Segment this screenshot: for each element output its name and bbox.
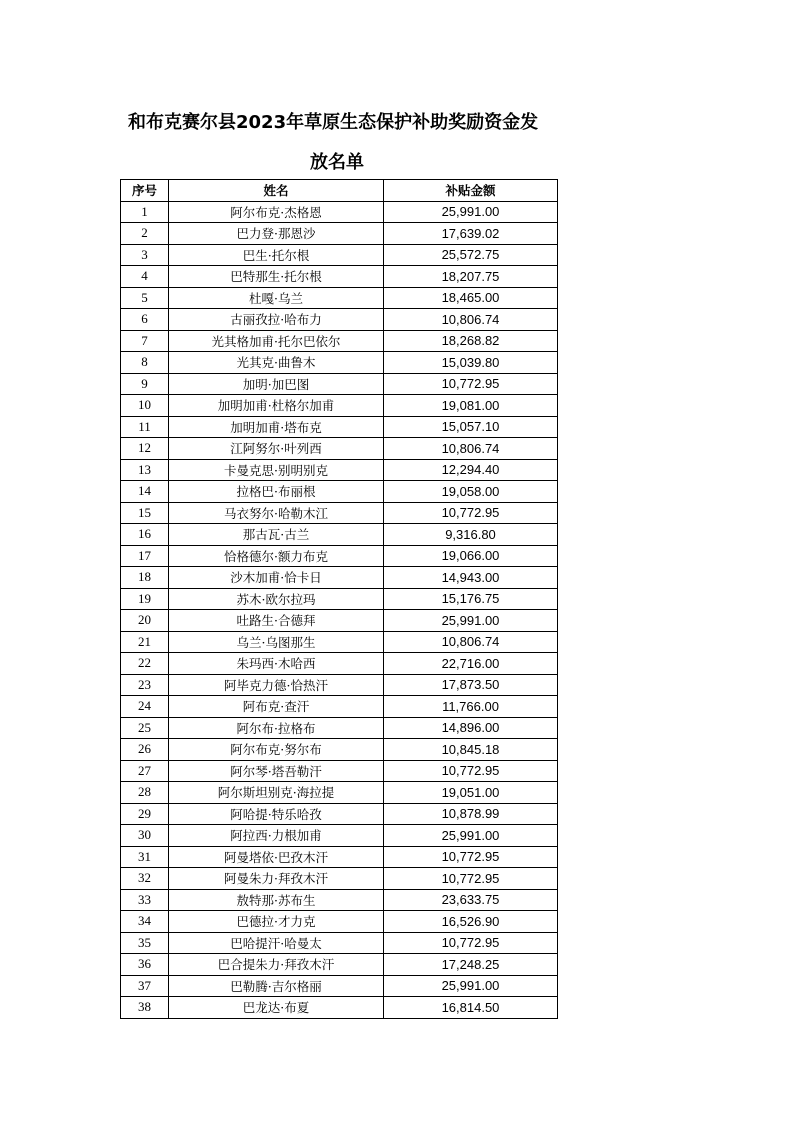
row-index: 32 (121, 868, 169, 890)
table-body (121, 201, 558, 1018)
recipient-name: 加明·加巴图 (169, 373, 384, 395)
recipient-name: 敖特那·苏布生 (169, 889, 384, 911)
subsidy-amount: 10,845.18 (384, 739, 558, 761)
recipient-name: 巴特那生·托尔根 (169, 266, 384, 288)
recipient-name: 乌兰·乌图那生 (169, 631, 384, 653)
table-row (121, 653, 558, 675)
recipient-name: 巴龙达·布夏 (169, 997, 384, 1019)
table-row (121, 997, 558, 1019)
row-index: 9 (121, 373, 169, 395)
row-index: 2 (121, 223, 169, 245)
subsidy-amount: 25,572.75 (384, 244, 558, 266)
subsidy-amount: 23,633.75 (384, 889, 558, 911)
table-row (121, 223, 558, 245)
table-row (121, 588, 558, 610)
column-header-index: 序号 (121, 180, 169, 202)
recipient-name: 巴合提朱力·拜孜木汗 (169, 954, 384, 976)
subsidy-amount: 10,806.74 (384, 631, 558, 653)
row-index: 25 (121, 717, 169, 739)
table-row (121, 287, 558, 309)
recipient-name: 那古瓦·古兰 (169, 524, 384, 546)
recipient-name: 巴勒腾·吉尔格丽 (169, 975, 384, 997)
row-index: 8 (121, 352, 169, 374)
row-index: 26 (121, 739, 169, 761)
table-row (121, 438, 558, 460)
recipient-name: 吐路生·合德拜 (169, 610, 384, 632)
subsidy-amount: 17,248.25 (384, 954, 558, 976)
table-row (121, 373, 558, 395)
recipient-name: 巴生·托尔根 (169, 244, 384, 266)
table-row (121, 739, 558, 761)
subsidy-amount: 10,806.74 (384, 438, 558, 460)
subsidy-amount: 17,873.50 (384, 674, 558, 696)
table-row (121, 674, 558, 696)
row-index: 21 (121, 631, 169, 653)
row-index: 36 (121, 954, 169, 976)
row-index: 17 (121, 545, 169, 567)
recipient-name: 巴力登·那恩沙 (169, 223, 384, 245)
table-row (121, 889, 558, 911)
table-header-row (121, 180, 558, 202)
subsidy-amount: 14,896.00 (384, 717, 558, 739)
table-row (121, 266, 558, 288)
row-index: 7 (121, 330, 169, 352)
subsidy-amount: 25,991.00 (384, 975, 558, 997)
table-row (121, 244, 558, 266)
subsidy-amount: 11,766.00 (384, 696, 558, 718)
table-row (121, 545, 558, 567)
subsidy-amount: 15,057.10 (384, 416, 558, 438)
table-row (121, 696, 558, 718)
subsidy-amount: 22,716.00 (384, 653, 558, 675)
row-index: 1 (121, 201, 169, 223)
recipient-name: 阿曼塔依·巴孜木汗 (169, 846, 384, 868)
recipient-name: 巴哈提汗·哈曼太 (169, 932, 384, 954)
recipient-name: 阿尔布克·努尔布 (169, 739, 384, 761)
subsidy-amount: 16,526.90 (384, 911, 558, 933)
subsidy-amount: 15,176.75 (384, 588, 558, 610)
row-index: 4 (121, 266, 169, 288)
row-index: 5 (121, 287, 169, 309)
row-index: 6 (121, 309, 169, 331)
table-row (121, 567, 558, 589)
table-row (121, 416, 558, 438)
subsidy-amount: 15,039.80 (384, 352, 558, 374)
recipient-name: 光其格加甫·托尔巴依尔 (169, 330, 384, 352)
recipient-name: 阿哈提·特乐哈孜 (169, 803, 384, 825)
table-row (121, 825, 558, 847)
table-row (121, 309, 558, 331)
recipient-name: 阿尔斯坦别克·海拉提 (169, 782, 384, 804)
recipient-name: 马衣努尔·哈勒木江 (169, 502, 384, 524)
recipient-name: 阿尔布·拉格布 (169, 717, 384, 739)
table-row (121, 481, 558, 503)
recipient-name: 巴德拉·才力克 (169, 911, 384, 933)
row-index: 37 (121, 975, 169, 997)
row-index: 15 (121, 502, 169, 524)
recipient-name: 杜嘎·乌兰 (169, 287, 384, 309)
subsidy-amount: 19,051.00 (384, 782, 558, 804)
subsidy-amount: 16,814.50 (384, 997, 558, 1019)
table-row (121, 954, 558, 976)
subsidy-amount: 10,772.95 (384, 502, 558, 524)
table-row (121, 330, 558, 352)
subsidy-amount: 17,639.02 (384, 223, 558, 245)
recipient-name: 古丽孜拉·哈布力 (169, 309, 384, 331)
row-index: 24 (121, 696, 169, 718)
table-row (121, 524, 558, 546)
row-index: 16 (121, 524, 169, 546)
subsidy-amount: 19,058.00 (384, 481, 558, 503)
subsidy-amount: 25,991.00 (384, 825, 558, 847)
subsidy-amount: 18,268.82 (384, 330, 558, 352)
column-header-amount: 补贴金额 (384, 180, 558, 202)
subsidy-amount: 25,991.00 (384, 610, 558, 632)
table-row (121, 803, 558, 825)
table-row (121, 717, 558, 739)
subsidy-amount: 10,772.95 (384, 868, 558, 890)
row-index: 22 (121, 653, 169, 675)
subsidy-amount: 10,772.95 (384, 846, 558, 868)
subsidy-amount: 25,991.00 (384, 201, 558, 223)
recipient-name: 卡曼克思·别明别克 (169, 459, 384, 481)
recipient-name: 阿拉西·力根加甫 (169, 825, 384, 847)
recipient-name: 拉格巴·布丽根 (169, 481, 384, 503)
subsidy-roster-table (120, 179, 558, 1019)
subsidy-amount: 10,772.95 (384, 932, 558, 954)
row-index: 28 (121, 782, 169, 804)
row-index: 12 (121, 438, 169, 460)
subsidy-amount: 18,465.00 (384, 287, 558, 309)
recipient-name: 恰格德尔·额力布克 (169, 545, 384, 567)
subsidy-amount: 19,081.00 (384, 395, 558, 417)
row-index: 20 (121, 610, 169, 632)
recipient-name: 加明加甫·杜格尔加甫 (169, 395, 384, 417)
document-title-continued: 放名单 (310, 152, 364, 173)
row-index: 3 (121, 244, 169, 266)
recipient-name: 阿毕克力德·恰热汗 (169, 674, 384, 696)
recipient-name: 光其克·曲鲁木 (169, 352, 384, 374)
recipient-name: 阿布克·查汗 (169, 696, 384, 718)
table-row (121, 201, 558, 223)
column-header-name: 姓名 (169, 180, 384, 202)
table-row (121, 868, 558, 890)
recipient-name: 江阿努尔·叶列西 (169, 438, 384, 460)
row-index: 34 (121, 911, 169, 933)
table-row (121, 610, 558, 632)
row-index: 18 (121, 567, 169, 589)
table-row (121, 846, 558, 868)
table-row (121, 395, 558, 417)
table-row (121, 459, 558, 481)
table-row (121, 782, 558, 804)
row-index: 11 (121, 416, 169, 438)
row-index: 27 (121, 760, 169, 782)
recipient-name: 阿尔布克·杰格恩 (169, 201, 384, 223)
table-row (121, 975, 558, 997)
recipient-name: 加明加甫·塔布克 (169, 416, 384, 438)
table-row (121, 502, 558, 524)
row-index: 30 (121, 825, 169, 847)
subsidy-amount: 9,316.80 (384, 524, 558, 546)
subsidy-amount: 10,806.74 (384, 309, 558, 331)
recipient-name: 朱玛西·木哈西 (169, 653, 384, 675)
subsidy-amount: 12,294.40 (384, 459, 558, 481)
row-index: 14 (121, 481, 169, 503)
table-row (121, 911, 558, 933)
row-index: 13 (121, 459, 169, 481)
subsidy-amount: 18,207.75 (384, 266, 558, 288)
table-row (121, 352, 558, 374)
subsidy-amount: 19,066.00 (384, 545, 558, 567)
row-index: 35 (121, 932, 169, 954)
row-index: 10 (121, 395, 169, 417)
row-index: 38 (121, 997, 169, 1019)
table-row (121, 631, 558, 653)
subsidy-amount: 10,772.95 (384, 760, 558, 782)
row-index: 23 (121, 674, 169, 696)
row-index: 31 (121, 846, 169, 868)
subsidy-amount: 10,772.95 (384, 373, 558, 395)
recipient-name: 阿曼朱力·拜孜木汗 (169, 868, 384, 890)
recipient-name: 苏木·欧尔拉玛 (169, 588, 384, 610)
row-index: 29 (121, 803, 169, 825)
recipient-name: 阿尔琴·塔吾勒汗 (169, 760, 384, 782)
row-index: 19 (121, 588, 169, 610)
row-index: 33 (121, 889, 169, 911)
table-row (121, 760, 558, 782)
subsidy-amount: 14,943.00 (384, 567, 558, 589)
recipient-name: 沙木加甫·恰卡日 (169, 567, 384, 589)
subsidy-amount: 10,878.99 (384, 803, 558, 825)
table-row (121, 932, 558, 954)
document-title: 和布克赛尔县2023年草原生态保护补助奖励资金发 (128, 112, 539, 133)
